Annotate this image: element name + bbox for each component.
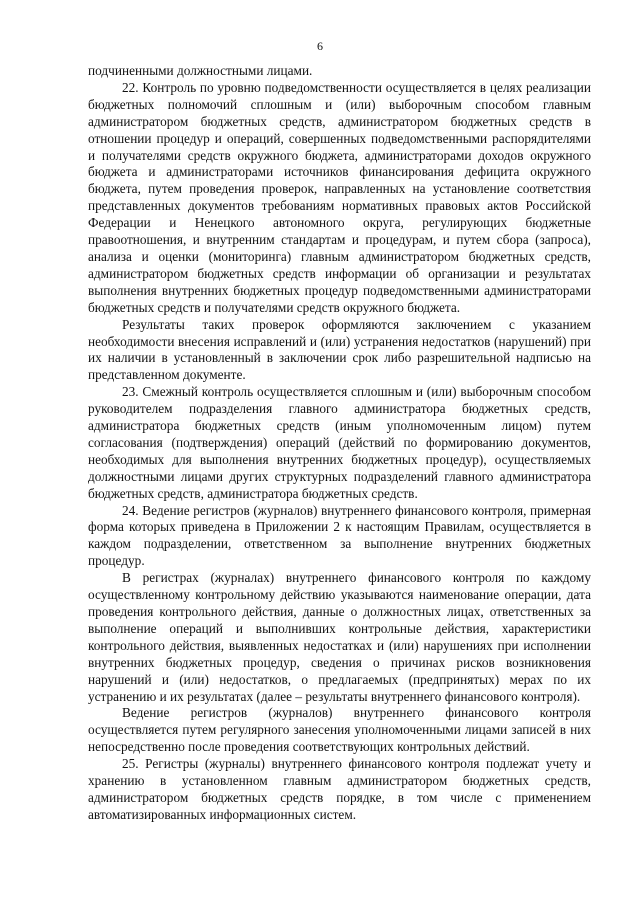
paragraph-check-results: Результаты таких проверок оформляются заключением с указанием необходимости внесения исправлений и (или) устранения недостатков (нарушений) при их наличии в установленный в заключении срок либо разрешительной надписью на представленном документе.: [88, 316, 591, 383]
paragraph-continuation: подчиненными должностными лицами.: [88, 63, 313, 78]
paragraph-item-24: 24. Ведение регистров (журналов) внутреннего финансового контроля, примерная форма которых приведена в Приложении 2 к настоящим Правилам, осуществляется в каждом подразделении, ответственном за выполнение внутренних бюджетных процедур.: [88, 502, 591, 569]
paragraph-registers-maintenance: Ведение регистров (журналов) внутреннего финансового контроля осуществляется путем регулярного занесения уполномоченными лицами записей в них непосредственно после проведения соответствующих контрольных действий.: [88, 705, 591, 755]
page-number: 6: [317, 39, 323, 53]
paragraph-registers-content: В регистрах (журналах) внутреннего финансового контроля по каждому осуществленному контрольному действию указываются наименование операции, дата проведения контрольного действия, данные о должностных лицах, ответственных за выполнение операций и выполнивших контрольные действия, характеристики контрольного действия, выявленных недостатках и (или) нарушениях при исполнении внутренних бюджетных процедур, сведения о причинах рисков возникновения нарушений и (или) недостатков, о предлагаемых (предпринятых) мерах по их устранению и их результатах (далее – результаты внутреннего финансового контроля).: [88, 570, 591, 704]
paragraph-item-23: 23. Смежный контроль осуществляется сплошным и (или) выборочным способом руководителем подразделения главного администратора бюджетных средств, администратора бюджетных средств (иным уполномоченным лицом) путем согласования (подтверждения) операций (действий по формированию документов, необходимых для выполнения внутренних бюджетных процедур), осуществляемых должностными лицами других структурных подразделений главного администратора бюджетных средств, администратора бюджетных средств.: [88, 384, 591, 501]
document-body: [88, 63, 591, 824]
paragraph-item-25: 25. Регистры (журналы) внутреннего финансового контроля подлежат учету и хранению в установленном главным администратором бюджетных средств, администратором бюджетных средств порядке, в том числе с применением автоматизированных информационных систем.: [88, 756, 591, 822]
paragraph-item-22: 22. Контроль по уровню подведомственности осуществляется в целях реализации бюджетных полномочий сплошным и (или) выборочным способом главным администратором бюджетных средств, администратором бюджетных средств в отношении процедур и операций, совершенных подведомственными распорядителями и получателями средств окружного бюджета, администраторами доходов окружного бюджета и администраторами источников финансирования дефицита окружного бюджета, путем проведения проверок, направленных на установление соответствия представленных документов требованиям нормативных правовых актов Российской Федерации и Ненецкого автономного округа, регулирующих бюджетные правоотношения, и внутренним стандартам и процедурам, и путем сбора (запроса), анализа и оценки (мониторинга) главным администратором бюджетных средств, администратором бюджетных средств информации об организации и результатах выполнения внутренних бюджетных процедур подведомственными администраторами бюджетных средств и получателями средств окружного бюджета.: [88, 79, 591, 315]
